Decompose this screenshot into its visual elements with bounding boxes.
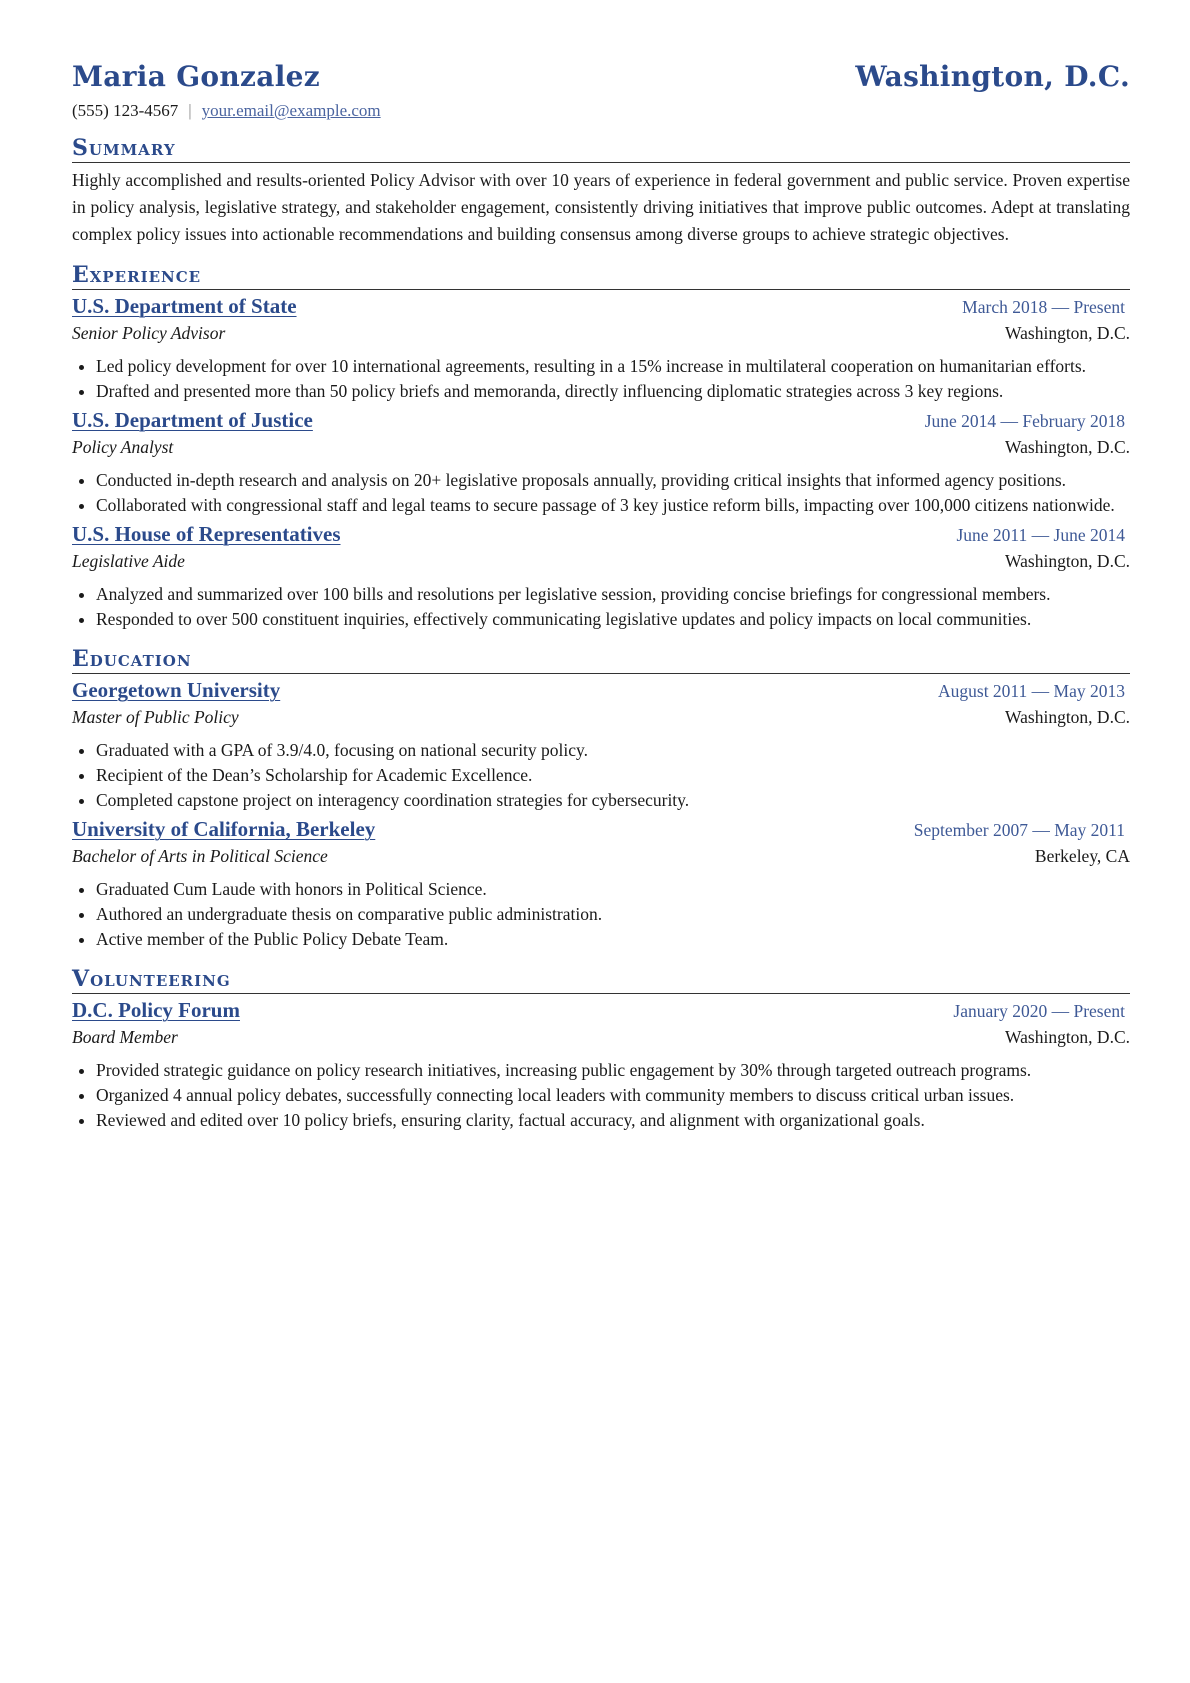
entry-location: Washington, D.C. — [1005, 1027, 1130, 1047]
resume-header — [72, 60, 1130, 93]
resume-entry — [72, 294, 1130, 404]
section-title-summary: Summary — [72, 135, 1130, 163]
education-list — [72, 678, 1130, 952]
entry-bullets — [72, 468, 1130, 518]
entry-bullets — [72, 738, 1130, 813]
bullet-item: • Completed capstone project on interagency coordination strategies for cybersecurity. — [96, 788, 1125, 813]
bullet-item: • Organized 4 annual policy debates, successfully connecting local leaders with community members to discuss critical urban issues. — [96, 1083, 1125, 1108]
bullet-item: • Drafted and presented more than 50 policy briefs and memoranda, directly influencing diplomatic strategies across 3 key regions. — [96, 379, 1125, 404]
organization-link[interactable]: Georgetown University — [72, 678, 281, 702]
resume-entry — [72, 998, 1130, 1133]
volunteering-list — [72, 998, 1130, 1133]
resume-entry — [72, 408, 1130, 518]
entry-location: Washington, D.C. — [1005, 323, 1130, 343]
entry-dates: March 2018 — Present — [962, 297, 1125, 317]
bullet-item: • Graduated with a GPA of 3.9/4.0, focusing on national security policy. — [96, 738, 1125, 763]
resume-entry — [72, 817, 1130, 952]
entry-location: Berkeley, CA — [1034, 846, 1130, 866]
bullet-item: • Collaborated with congressional staff and legal teams to secure passage of 3 key justice reform bills, impacting over 100,000 citizens nationwide. — [96, 493, 1125, 518]
entry-role: Board Member — [72, 1027, 178, 1047]
entry-role: Bachelor of Arts in Political Science — [72, 846, 328, 866]
experience-list — [72, 294, 1130, 632]
entry-bullets — [72, 1058, 1130, 1133]
bullet-item: • Led policy development for over 10 international agreements, resulting in a 15% increase in multilateral cooperation on humanitarian efforts. — [96, 354, 1125, 379]
contact-separator: | — [188, 101, 192, 120]
organization-link[interactable]: U.S. Department of State — [72, 294, 297, 318]
entry-dates: June 2014 — February 2018 — [924, 411, 1125, 431]
phone-number: (555) 123-4567 — [72, 101, 179, 120]
bullet-item: • Recipient of the Dean’s Scholarship for Academic Excellence. — [96, 763, 1125, 788]
entry-dates: January 2020 — Present — [953, 1001, 1125, 1021]
entry-role: Policy Analyst — [72, 437, 174, 457]
bullet-item: • Graduated Cum Laude with honors in Political Science. — [96, 877, 1125, 902]
entry-bullets — [72, 354, 1130, 404]
contact-line — [72, 101, 1130, 121]
resume-page — [72, 60, 1130, 1133]
bullet-item: • Analyzed and summarized over 100 bills and resolutions per legislative session, providing concise briefings for congressional members. — [96, 582, 1125, 607]
summary-text: Highly accomplished and results-oriented Policy Advisor with over 10 years of experience in federal government and public service. Proven expertise in policy analysis, legislative strategy, and stakeholder engagement, consistently driving initiatives that improve public outcomes. Adept at translating complex policy issues into actionable recommendations and building consensus among diverse groups to achieve strategic objectives. — [72, 170, 1130, 244]
organization-link[interactable]: U.S. Department of Justice — [72, 408, 313, 432]
organization-link[interactable]: U.S. House of Representatives — [72, 522, 341, 546]
entry-bullets — [72, 582, 1130, 632]
entry-location: Washington, D.C. — [1005, 707, 1130, 727]
entry-dates: September 2007 — May 2011 — [913, 820, 1125, 840]
bullet-item: • Provided strategic guidance on policy research initiatives, increasing public engagement by 30% through targeted outreach programs. — [96, 1058, 1125, 1083]
candidate-location: Washington, D.C. — [855, 60, 1130, 93]
bullet-item: • Active member of the Public Policy Debate Team. — [96, 927, 1125, 952]
organization-link[interactable]: University of California, Berkeley — [72, 817, 376, 841]
bullet-item: • Conducted in-depth research and analysis on 20+ legislative proposals annually, providing critical insights that informed agency positions. — [96, 468, 1125, 493]
entry-role: Legislative Aide — [72, 551, 185, 571]
entry-role: Senior Policy Advisor — [72, 323, 226, 343]
resume-entry — [72, 522, 1130, 632]
bullet-item: • Authored an undergraduate thesis on comparative public administration. — [96, 902, 1125, 927]
organization-link[interactable]: D.C. Policy Forum — [72, 998, 240, 1022]
entry-location: Washington, D.C. — [1005, 551, 1130, 571]
resume-entry — [72, 678, 1130, 813]
bullet-item: • Reviewed and edited over 10 policy briefs, ensuring clarity, factual accuracy, and alignment with organizational goals. — [96, 1108, 1125, 1133]
section-title-experience: Experience — [72, 262, 1130, 290]
entry-role: Master of Public Policy — [72, 707, 239, 727]
section-title-volunteering: Volunteering — [72, 966, 1130, 994]
bullet-item: • Responded to over 500 constituent inquiries, effectively communicating legislative updates and policy impacts on local communities. — [96, 607, 1125, 632]
section-title-education: Education — [72, 646, 1130, 674]
email-link[interactable]: your.email@example.com — [201, 101, 381, 120]
entry-dates: August 2011 — May 2013 — [938, 681, 1125, 701]
entry-bullets — [72, 877, 1130, 952]
candidate-name: Maria Gonzalez — [72, 60, 320, 93]
entry-location: Washington, D.C. — [1005, 437, 1130, 457]
entry-dates: June 2011 — June 2014 — [956, 525, 1125, 545]
